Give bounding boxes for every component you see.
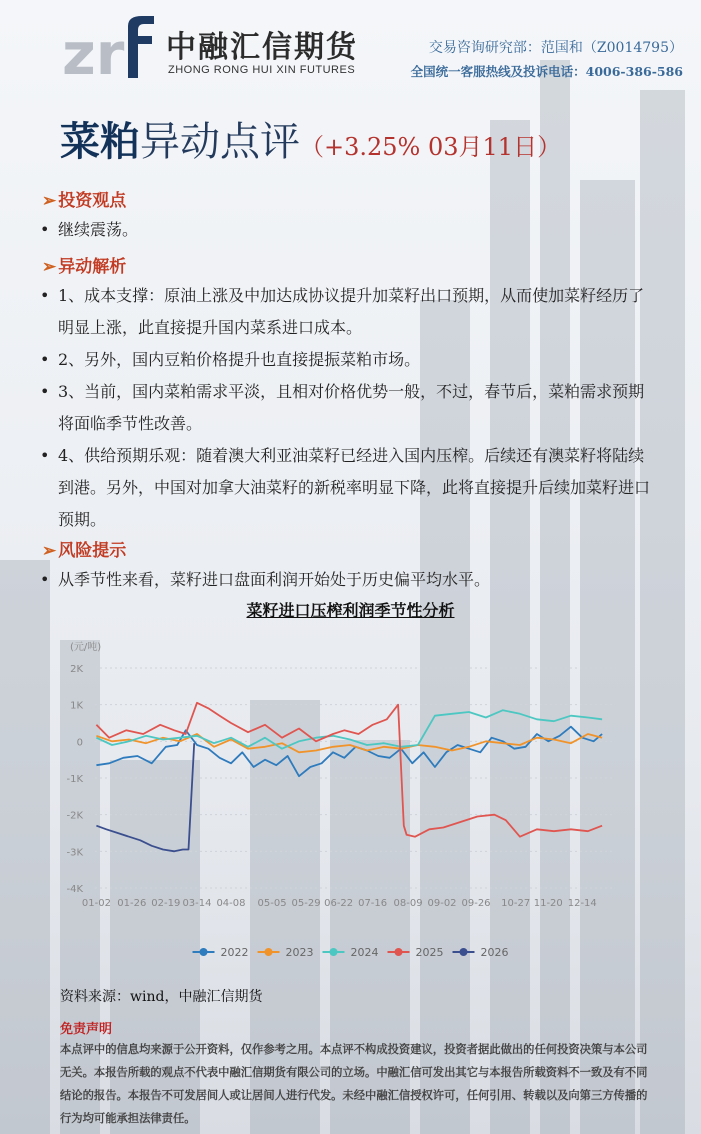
title-topic: 异动点评 bbox=[140, 119, 300, 165]
svg-text:zr: zr bbox=[62, 20, 125, 80]
legend-label-2026: 2026 bbox=[480, 946, 509, 959]
title-product: 菜粕 bbox=[60, 118, 140, 165]
arrow-icon: ➢ bbox=[42, 257, 57, 277]
legend-marker-2022 bbox=[200, 948, 208, 956]
brand-name-en: ZHONG RONG HUI XIN FUTURES bbox=[168, 64, 356, 76]
seasonal-profit-chart bbox=[0, 628, 701, 978]
x-tick-label: 03-14 bbox=[182, 898, 212, 909]
section-analysis-bullets bbox=[40, 280, 660, 536]
x-tick-label: 01-02 bbox=[81, 898, 111, 909]
brand-logo bbox=[62, 12, 372, 82]
legend-marker-2026 bbox=[460, 948, 468, 956]
chart-title: 菜籽进口压榨利润季节性分析 bbox=[246, 601, 455, 620]
page-title bbox=[60, 110, 561, 166]
y-tick-label: 2K bbox=[70, 664, 83, 675]
title-paren-open: （ bbox=[300, 133, 324, 161]
contact-analyst: 交易咨询研究部：范国和（Z0014795） bbox=[428, 40, 683, 56]
x-tick-label: 12-14 bbox=[567, 898, 597, 909]
x-tick-label: 09-26 bbox=[461, 898, 491, 909]
contact-info bbox=[411, 36, 683, 84]
section-heading-view: ➢ 投资观点 bbox=[42, 191, 127, 211]
list-item: • 2、另外，国内豆粕价格提升也直接提振菜粕市场。 bbox=[40, 344, 660, 376]
x-tick-label: 04-08 bbox=[216, 898, 246, 909]
x-tick-label: 01-26 bbox=[117, 898, 147, 909]
legend-marker-2023 bbox=[265, 948, 273, 956]
x-tick-label: 07-16 bbox=[358, 898, 388, 909]
section-heading-risk: ➢ 风险提示 bbox=[42, 541, 127, 561]
x-tick-label: 05-29 bbox=[291, 898, 321, 909]
y-tick-label: 0 bbox=[76, 737, 83, 749]
list-item: • 4、供给预期乐观：随着澳大利亚油菜籽已经进入国内压榨。后续还有澳菜籽将陆续到港。另外，中国对加拿大油菜籽的新税率明显下降，此将直接提升后续加菜籽进口预期。 bbox=[40, 440, 660, 536]
x-tick-label: 02-19 bbox=[151, 898, 181, 909]
arrow-icon: ➢ bbox=[42, 541, 57, 561]
legend-label-2024: 2024 bbox=[350, 946, 379, 959]
brand-name-cn: 中融汇信期货 bbox=[166, 30, 358, 65]
series-line-2023 bbox=[96, 734, 602, 752]
data-source: 资料来源：wind，中融汇信期货 bbox=[60, 989, 263, 1005]
section-view-bullets bbox=[40, 214, 660, 246]
y-tick-label: -3K bbox=[66, 847, 83, 859]
list-item: • 3、当前，国内菜粕需求平淡，且相对价格优势一般，不过，春节后，菜粕需求预期将面临季节性改善。 bbox=[40, 376, 660, 440]
x-tick-label: 06-22 bbox=[324, 898, 354, 909]
legend-marker-2025 bbox=[395, 948, 403, 956]
y-tick-label: -4K bbox=[66, 884, 83, 895]
x-tick-label: 09-02 bbox=[427, 898, 457, 909]
section-heading-analysis: ➢ 异动解析 bbox=[42, 257, 127, 277]
title-paren-close: ） bbox=[537, 133, 562, 161]
arrow-icon: ➢ bbox=[42, 191, 57, 211]
legend-marker-2024 bbox=[330, 948, 338, 956]
x-tick-label: 05-05 bbox=[257, 898, 287, 909]
y-unit-label: (元/吨) bbox=[70, 642, 102, 653]
y-tick-label: 1K bbox=[70, 700, 83, 712]
series-line-2022 bbox=[96, 727, 602, 777]
y-tick-label: -1K bbox=[66, 774, 83, 785]
list-item: • 从季节性来看，菜籽进口盘面利润开始处于历史偏平均水平。 bbox=[40, 564, 660, 596]
series-line-2025 bbox=[96, 703, 602, 837]
x-tick-label: 10-27 bbox=[501, 898, 531, 909]
disclaimer-title: 免责声明 bbox=[60, 1022, 113, 1037]
list-item: • 继续震荡。 bbox=[40, 214, 660, 246]
legend-label-2022: 2022 bbox=[220, 946, 249, 959]
list-item: • 1、成本支撑：原油上涨及中加达成协议提升加菜籽出口预期，从而使加菜籽经历了明显上涨，此直接提升国内菜系进口成本。 bbox=[40, 280, 660, 344]
section-risk-bullets bbox=[40, 564, 660, 596]
contact-hotline: 全国统一客服热线及投诉电话：4006-386-586 bbox=[410, 64, 683, 79]
title-change: +3.25% bbox=[324, 133, 421, 161]
zrhx-logo-icon bbox=[62, 12, 157, 80]
legend-label-2023: 2023 bbox=[285, 946, 314, 959]
y-tick-label: -2K bbox=[66, 810, 83, 822]
title-date: 03月11日 bbox=[420, 133, 538, 161]
x-tick-label: 11-20 bbox=[533, 898, 563, 909]
legend-label-2025: 2025 bbox=[415, 946, 444, 959]
disclaimer-text: 本点评中的信息均来源于公开资料，仅作参考之用。本点评不构成投资建议，投资者据此做出的任何投资决策与本公司无关。本报告所载的观点不代表中融汇信期货有限公司的立场。中融汇信可发出其它与本报告所载资料不一致及有不同结论的报告。本报告不可发居间人或让居间人进行代发。未经中融汇信授权许可，任何引用、转载以及向第三方传播的行为均可能承担法律责任。 bbox=[60, 1042, 648, 1125]
x-tick-label: 08-09 bbox=[393, 898, 423, 909]
